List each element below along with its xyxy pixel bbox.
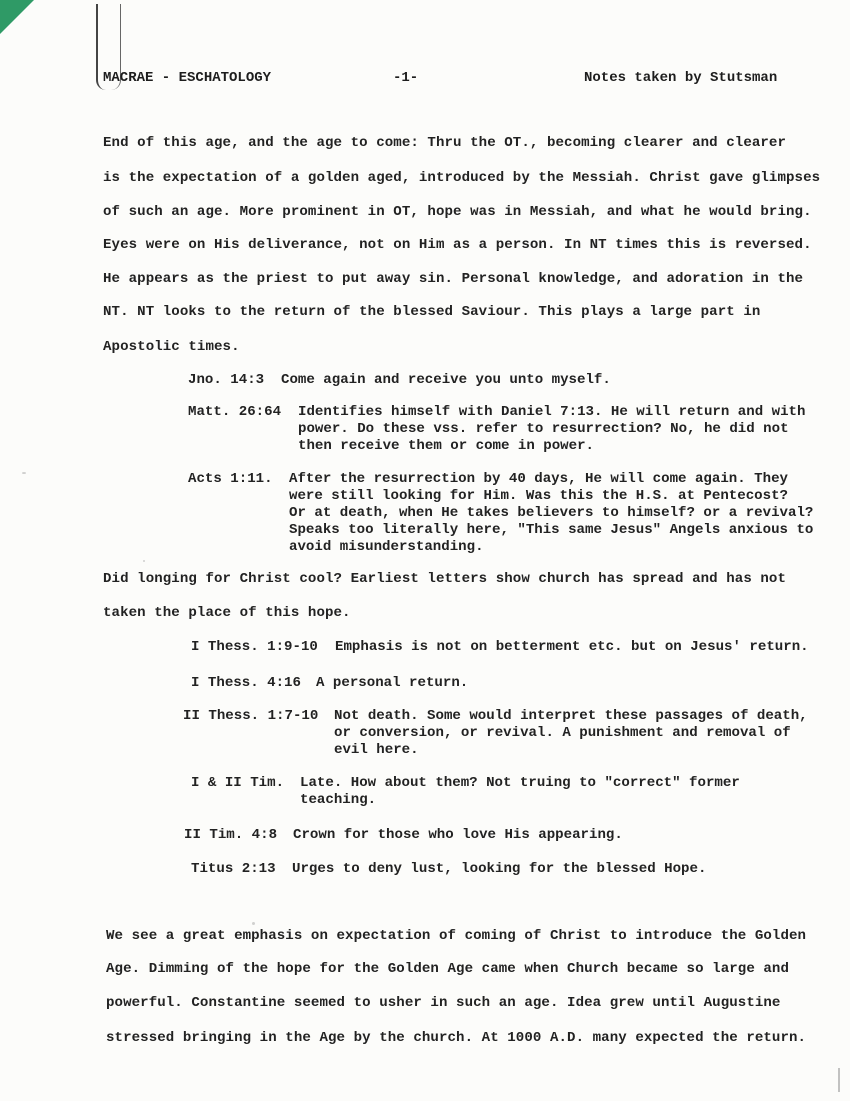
note-line: Come again and receive you unto myself. xyxy=(281,372,611,388)
scripture-reference: Jno. 14:3 xyxy=(188,372,265,388)
intro-line: NT. NT looks to the return of the blessed Saviour. This plays a large part in xyxy=(103,304,761,320)
reference-note xyxy=(300,775,740,809)
scripture-reference: Matt. 26:64 xyxy=(188,404,282,420)
reference-note xyxy=(316,675,468,692)
scripture-reference: I & II Tim. xyxy=(191,775,285,791)
note-line: Identifies himself with Daniel 7:13. He will return and with xyxy=(298,404,806,420)
reference-note xyxy=(281,372,611,389)
intro-line: Eyes were on His deliverance, not on Him as a person. In NT times this is reversed. xyxy=(103,237,812,253)
reference-note xyxy=(334,708,808,759)
note-line: Emphasis is not on betterment etc. but on Jesus' return. xyxy=(335,639,809,655)
note-line: avoid misunderstanding. xyxy=(289,539,484,555)
paper-speck xyxy=(22,472,26,474)
reference-note xyxy=(335,639,809,656)
note-line: Or at death, when He takes believers to himself? or a revival? xyxy=(289,505,814,521)
scripture-reference: Titus 2:13 xyxy=(191,861,276,877)
reference-note xyxy=(293,827,623,844)
note-line: A personal return. xyxy=(316,675,469,691)
scripture-reference: I Thess. 1:9-10 xyxy=(191,639,318,655)
note-line: then receive them or come in power. xyxy=(298,438,595,454)
scripture-reference: II Tim. 4:8 xyxy=(184,827,278,843)
note-line: Crown for those who love His appearing. xyxy=(293,827,623,843)
course-title: MACRAE - ESCHATOLOGY xyxy=(103,70,272,86)
edge-mark xyxy=(838,1068,840,1092)
body-line: Did longing for Christ cool? Earliest letters show church has spread and has not xyxy=(103,571,787,587)
page-number: -1- xyxy=(393,70,419,86)
note-line: After the resurrection by 40 days, He will come again. They xyxy=(289,471,788,487)
note-line: evil here. xyxy=(334,742,419,758)
note-line: or conversion, or revival. A punishment and removal of xyxy=(334,725,791,741)
paper-speck xyxy=(143,560,145,562)
note-line: Speaks too literally here, "This same Jesus" Angels anxious to xyxy=(289,522,814,538)
page-header xyxy=(0,70,850,90)
scripture-reference: Acts 1:11. xyxy=(188,471,273,487)
corner-mark xyxy=(0,0,34,34)
reference-note xyxy=(292,861,706,878)
body-line: We see a great emphasis on expectation of coming of Christ to introduce the Golden xyxy=(106,928,807,944)
note-line: were still looking for Him. Was this the H.S. at Pentecost? xyxy=(289,488,788,504)
note-line: teaching. xyxy=(300,792,377,808)
intro-line: End of this age, and the age to come: Thru the OT., becoming clearer and clearer xyxy=(103,135,787,151)
scripture-reference: I Thess. 4:16 xyxy=(191,675,301,691)
body-line: powerful. Constantine seemed to usher in such an age. Idea grew until Augustine xyxy=(106,995,781,1011)
body-line: stressed bringing in the Age by the church. At 1000 A.D. many expected the return. xyxy=(106,1030,807,1046)
reference-note xyxy=(289,471,813,556)
paper-speck xyxy=(252,922,255,925)
scripture-reference: II Thess. 1:7-10 xyxy=(183,708,319,724)
body-line: Age. Dimming of the hope for the Golden Age came when Church became so large and xyxy=(106,961,790,977)
intro-line: of such an age. More prominent in OT, hope was in Messiah, and what he would bring. xyxy=(103,204,812,220)
intro-line: Apostolic times. xyxy=(103,339,240,355)
note-line: Not death. Some would interpret these passages of death, xyxy=(334,708,808,724)
reference-note xyxy=(298,404,805,455)
note-line: power. Do these vss. refer to resurrection? No, he did not xyxy=(298,421,789,437)
intro-line: is the expectation of a golden aged, introduced by the Messiah. Christ gave glimpses xyxy=(103,170,821,186)
note-line: Urges to deny lust, looking for the blessed Hope. xyxy=(292,861,707,877)
note-line: Late. How about them? Not truing to "correct" former xyxy=(300,775,740,791)
intro-line: He appears as the priest to put away sin. Personal knowledge, and adoration in the xyxy=(103,271,804,287)
notes-credit: Notes taken by Stutsman xyxy=(584,70,778,86)
body-line: taken the place of this hope. xyxy=(103,605,351,621)
